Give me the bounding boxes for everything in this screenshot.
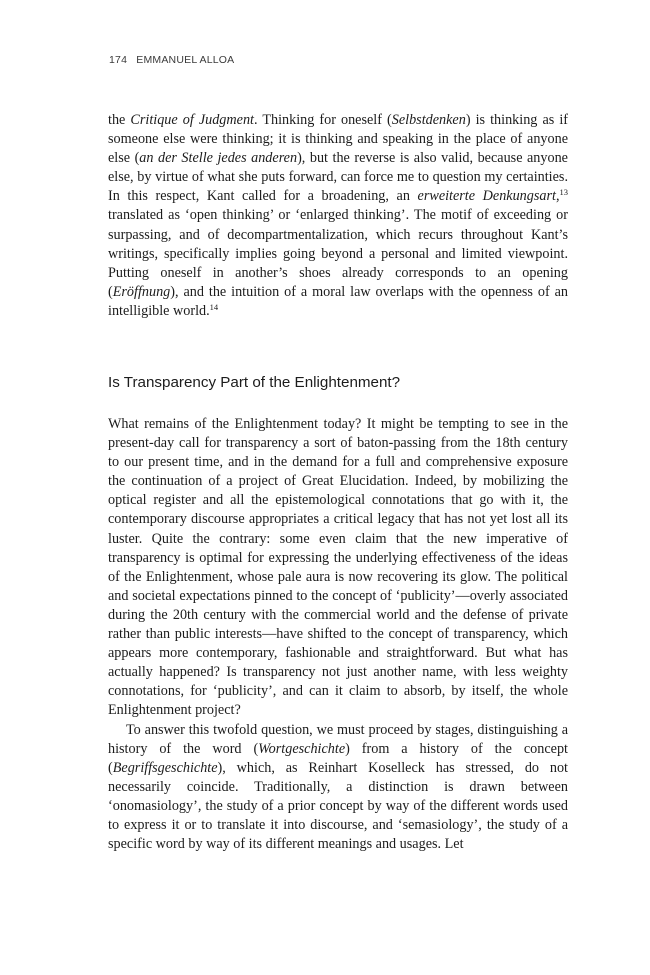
paragraph-kant xyxy=(108,111,568,321)
italic-term: Begriffsgeschichte xyxy=(112,759,218,776)
text-run: ), but the reverse is also valid, because anyone else, by virtue of what she puts forward, can force me to question my certainties. In this respect, Kant called for a broadening, an xyxy=(108,150,568,205)
paragraph xyxy=(108,111,568,321)
running-head-author: EMMANUEL ALLOA xyxy=(136,54,235,66)
italic-term: Selbstdenken xyxy=(391,112,466,128)
page-number: 174 xyxy=(109,54,128,66)
text-run: ) is thinking as if someone else were thinking; it is thinking and speaking in the place of anyone else ( xyxy=(108,112,568,167)
italic-term: an der Stelle jedes anderen xyxy=(139,150,298,167)
italic-term: Wortgeschichte xyxy=(258,740,346,757)
text-run: . Thinking for oneself ( xyxy=(253,112,392,128)
italic-title: Critique of Judgment xyxy=(130,112,254,128)
italic-term: erweiterte Denkungsart xyxy=(417,188,556,205)
text-run: To answer this twofold question, we must proceed by stages, distinguishing a history of the word ( xyxy=(108,721,568,757)
paragraph-enlightenment: What remains of the Enlightenment today? It might be tempting to see in the present-day call for transparency a sort of baton-passing from the 18th century to our present time, and in the demand for a full and comprehensive exposure the continuation of a project of Great Elucidation. Indeed, by mobilizing the optical register and all the epistemological connotations that go with it, the contemporary discourse appropriates a critical legacy that has not yet lost all its luster. Quite the contrary: some even claim that the new imperative of transparency is optimal for expressing the underlying effectiveness of the ideas of the Enlightenment, whose pale aura is now recovering its glow. The political and societal expectations pinned to the concept of ‘publicity’—overly associated during the 20th century with the commercial world and the defense of private rather than public interests—have shifted to the concept of transparency, which appears more contemporary, fashionable and straightforward. But what has actually happened? Is transparency not just another name, with less weighty connotations, for ‘publicity’, and can it claim to absorb, by itself, the whole Enlightenment project? xyxy=(108,416,568,719)
text-run: ), which, as Reinhart Koselleck has stressed, do not necessarily coincide. Traditionally, a distinction is drawn between ‘onomasiology’, the study of a prior concept by way of the different words used to express it or to translate it into discourse, and ‘semasiology’, the study of a specific word by way of its different meanings and usages. Let xyxy=(108,759,568,853)
section-body xyxy=(108,415,568,854)
text-run: ), and the intuition of a moral law overlaps with the openness of an intelligible world. xyxy=(108,283,568,319)
footnote-marker[interactable]: 14 xyxy=(209,301,219,312)
text-run: ) from a history of the concept ( xyxy=(108,740,568,776)
text-run: the xyxy=(108,112,131,128)
text-run: , xyxy=(555,188,560,205)
paragraph-twofold-question xyxy=(108,721,568,855)
running-head xyxy=(109,54,234,66)
text-run: translated as ‘open thinking’ or ‘enlarged thinking’. The motif of exceeding or surpassing, and of decompartmentalization, which recurs throughout Kant’s writings, specifically implies going beyond a personal and limited viewpoint. Putting oneself in another’s shoes already corresponds to an opening ( xyxy=(108,207,568,300)
italic-term: Eröffnung xyxy=(112,283,171,300)
section-heading: Is Transparency Part of the Enlightenment? xyxy=(108,374,401,391)
footnote-marker[interactable]: 13 xyxy=(559,187,568,198)
